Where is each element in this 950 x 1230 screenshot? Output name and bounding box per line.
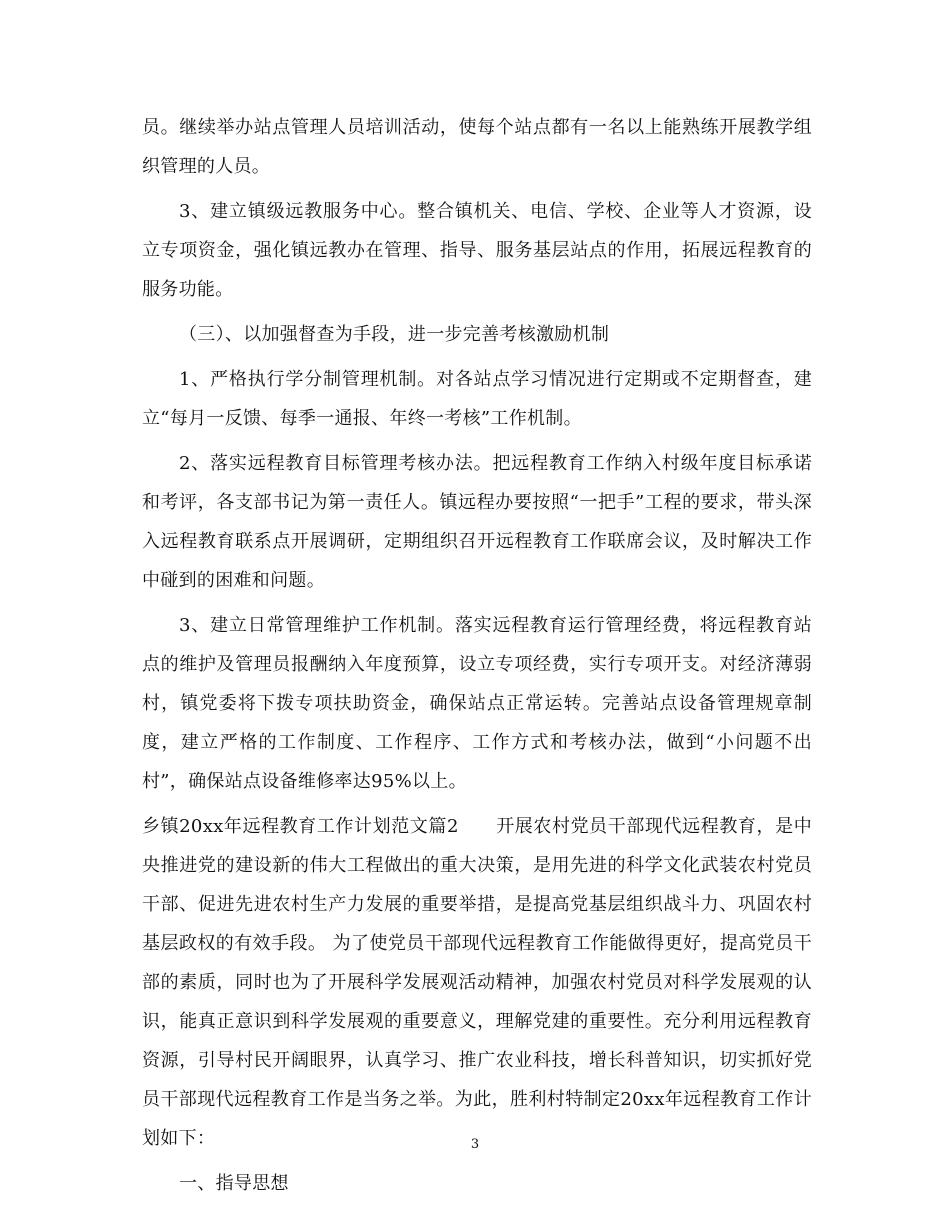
paragraph-town-service-center: 3、建立镇级远教服务中心。整合镇机关、电信、学校、企业等人才资源，设立专项资金，强化镇远教办在管理、指导、服务基层站点的作用，拓展远程教育的服务功能。 <box>142 201 812 300</box>
section-heading-supervision: （三）、以加强督查为手段，进一步完善考核激励机制 <box>179 324 610 345</box>
document-body <box>142 108 812 1209</box>
paragraph-credit-management: 1、严格执行学分制管理机制。对各站点学习情况进行定期或不定期督查，建立“每月一反馈、每季一通报、年终一考核”工作机制。 <box>142 369 812 429</box>
paragraph-continuation-staff-training: 员。继续举办站点管理人员培训活动，使每个站点都有一名以上能熟练开展教学组织管理的人员。 <box>142 117 812 177</box>
paragraph-maintenance-mechanism: 3、建立日常管理维护工作机制。落实远程教育运行管理经费，将远程教育站点的维护及管理员报酬纳入年度预算，设立专项经费，实行专项开支。对经济薄弱村，镇党委将下拨专项扶助资金，确保站点正常运转。完善站点设备管理规章制度，建立严格的工作制度、工作程序、工作方式和考核办法，做到“小问题不出村”，确保站点设备维修率达95%以上。 <box>142 615 812 792</box>
section-heading-guiding-ideology: 一、指导思想 <box>179 1173 289 1194</box>
paragraph-plan-article-2: 乡镇20xx年远程教育工作计划范文篇2 开展农村党员干部现代远程教育，是中央推进党的建设新的伟大工程做出的重大决策，是用先进的科学文化武装农村党员干部、促进先进农村生产力发展的重要举措，是提高党基层组织战斗力、巩固农村基层政权的有效手段。 为了使党员干部现代远程教育工作能做得更好，提高党员干部的素质，同时也为了开展科学发展观活动精神，加强农村党员对科学发展观的认识，能真正意识到科学发展观的重要意义，理解党建的重要性。充分利用远程教育资源，引导村民开阔眼界，认真学习、推广农业科技，增长科普知识，切实抓好党员干部现代远程教育工作是当务之举。为此，胜利村特制定20xx年远程教育工作计划如下： <box>142 816 812 1149</box>
paragraph-target-assessment: 2、落实远程教育目标管理考核办法。把远程教育工作纳入村级年度目标承诺和考评，各支部书记为第一责任人。镇远程办要按照“一把手”工程的要求，带头深入远程教育联系点开展调研，定期组织召开远程教育工作联席会议，及时解决工作中碰到的困难和问题。 <box>142 453 812 591</box>
page-number: 3 <box>470 1137 480 1152</box>
